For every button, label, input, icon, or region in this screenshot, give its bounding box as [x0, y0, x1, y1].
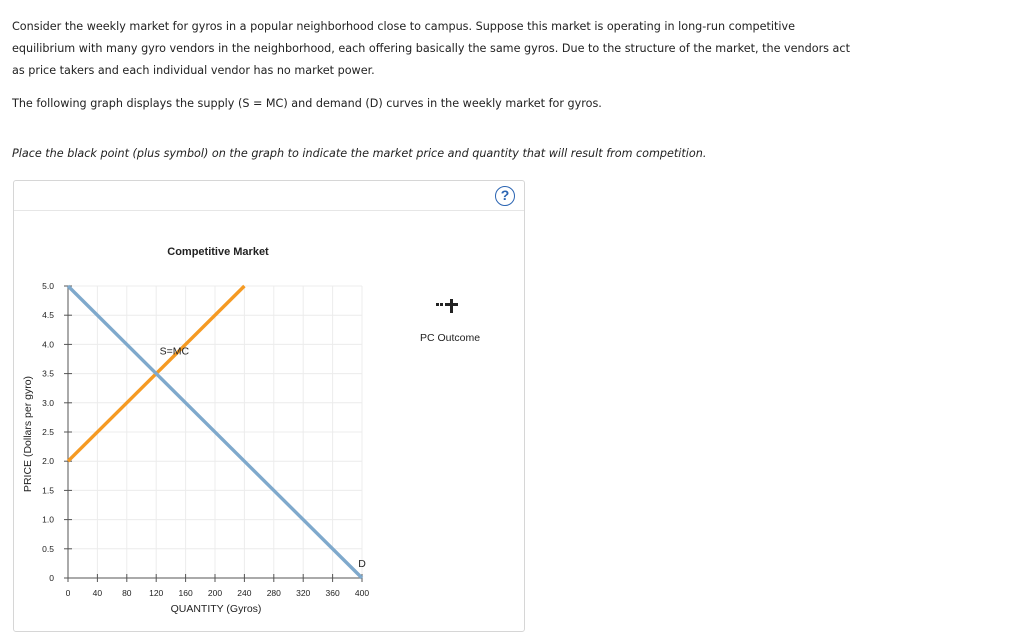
y-tick-label: 4.0 [42, 339, 54, 350]
x-tick-label: 360 [325, 588, 340, 598]
y-tick-label: 0.5 [42, 543, 54, 554]
y-axis-label: PRICE (Dollars per gyro) [22, 375, 34, 493]
x-tick-label: 200 [207, 588, 223, 598]
s-mc-label: S=MC [159, 345, 190, 358]
y-tick-label: 0 [49, 573, 54, 583]
graph-panel [13, 180, 525, 632]
pc-outcome-label: PC Outcome [419, 332, 481, 344]
x-tick-label: 120 [149, 588, 164, 598]
y-tick-label: 1.5 [42, 485, 54, 496]
y-tick-label: 5.0 [42, 281, 54, 291]
x-tick-label: 40 [92, 588, 103, 598]
x-tick-label: 80 [122, 588, 132, 598]
d-label: D [358, 558, 366, 570]
instruction-text: Place the black point (plus symbol) on the graph to indicate the market price and quantity that will result from competition. [12, 147, 707, 160]
x-tick-label: 320 [296, 588, 311, 598]
x-tick-label: 0 [65, 588, 71, 598]
x-tick-label: 160 [178, 588, 193, 598]
plus-point-icon[interactable] [436, 299, 458, 313]
y-tick-label: 1.0 [42, 514, 54, 525]
x-tick-label: 280 [266, 588, 281, 598]
y-tick-label: 2.0 [42, 456, 54, 467]
y-tick-label: 2.5 [42, 427, 54, 437]
pc-outcome-tool[interactable] [420, 299, 480, 344]
y-tick-label: 4.5 [42, 310, 54, 321]
y-tick-label: 3.5 [42, 368, 54, 379]
x-axis-label: QUANTITY (Gyros) [170, 603, 262, 615]
y-tick-label: 3.0 [42, 397, 54, 408]
graph-description: The following graph displays the supply (S = MC) and demand (D) curves in the weekly market for gyros. [12, 97, 602, 110]
help-icon[interactable]: ? [495, 186, 515, 206]
intro-paragraph: Consider the weekly market for gyros in a popular neighborhood close to campus. Suppose this market is operating in long-run competitive equilibrium with many gyro vendors in the neighborhood, each offering basically the same gyros. Due to the structure of the market, the vendors act as price takers and each individual vendor has no market power. [12, 20, 850, 77]
chart-canvas[interactable] [14, 181, 524, 618]
x-tick-label: 400 [354, 588, 370, 598]
chart-title: Competitive Market [167, 246, 269, 258]
x-tick-label: 240 [237, 588, 252, 598]
